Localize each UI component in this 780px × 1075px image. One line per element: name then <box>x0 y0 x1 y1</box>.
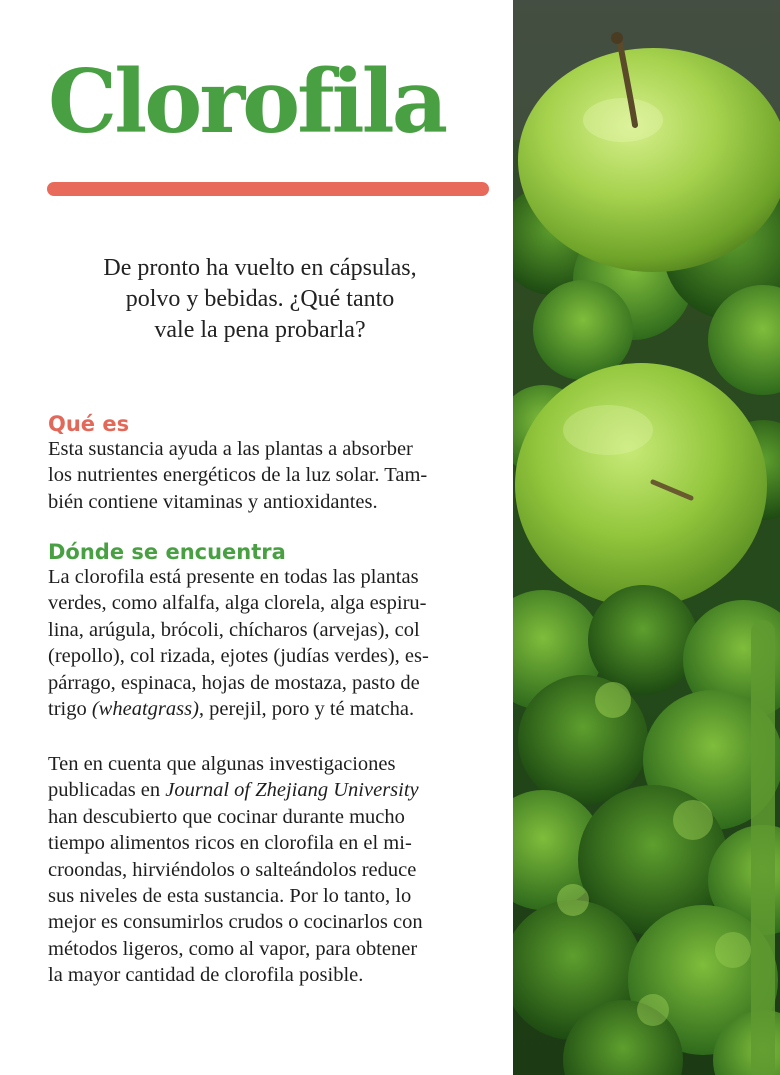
body-line-text: perejil, poro y té matcha. <box>204 698 415 721</box>
body-line: (repollo), col rizada, ejotes (judías verdes), es- <box>48 645 429 668</box>
green-apple-middle <box>515 363 767 607</box>
section-heading: Dónde se encuentra <box>48 540 286 564</box>
body-line: bién contiene vitaminas y antioxidantes. <box>48 490 378 513</box>
article-title: Clorofila <box>48 50 446 153</box>
intro-line: polvo y bebidas. ¿Qué tanto <box>125 286 395 312</box>
section-note <box>48 751 488 989</box>
body-line: mejor es consumirlos crudos o cocinarlos con <box>48 911 423 934</box>
section-body <box>48 564 488 722</box>
apples-and-greens-photo <box>513 0 780 1075</box>
body-line: lina, arúgula, brócoli, chícharos (arvejas), col <box>48 618 420 641</box>
body-line: La clorofila está presente en todas las plantas <box>48 566 419 588</box>
body-line: han descubierto que cocinar durante mucho <box>48 805 405 828</box>
journal-name: Journal of Zhejiang University <box>165 779 419 802</box>
body-line: los nutrientes energéticos de la luz solar. Tam- <box>48 464 428 487</box>
section-donde-se-encuentra <box>48 540 488 722</box>
italic-term: (wheatgrass), <box>91 698 205 721</box>
body-line-text: publicadas en <box>48 779 166 802</box>
body-line <box>48 696 488 722</box>
body-line: sus niveles de esta sustancia. Por lo tanto, lo <box>48 885 412 908</box>
body-line: verdes, como alfalfa, alga clorela, alga espiru- <box>48 592 427 615</box>
body-line: tiempo alimentos ricos en clorofila en el mi- <box>48 832 412 855</box>
body-line-text: trigo <box>48 698 92 721</box>
body-line: Ten en cuenta que algunas investigaciones <box>48 753 396 775</box>
section-body <box>48 436 488 515</box>
body-line: Esta sustancia ayuda a las plantas a absorber <box>48 438 413 460</box>
body-line: croondas, hirviéndolos o salteándolos reduce <box>48 858 417 881</box>
intro-line: vale la pena probarla? <box>154 317 366 343</box>
intro-line: De pronto ha vuelto en cápsulas, <box>103 255 417 281</box>
body-line: párrago, espinaca, hojas de mostaza, pasto de <box>48 671 420 694</box>
article-intro <box>50 253 470 346</box>
title-underline-bar <box>47 182 489 196</box>
section-heading: Qué es <box>48 412 130 436</box>
body-line: métodos ligeros, como al vapor, para obtener <box>48 937 418 960</box>
body-line: la mayor cantidad de clorofila posible. <box>48 964 364 987</box>
note-body <box>48 751 488 989</box>
section-que-es <box>48 412 488 515</box>
body-line <box>48 777 488 803</box>
green-stalk <box>751 620 775 1075</box>
